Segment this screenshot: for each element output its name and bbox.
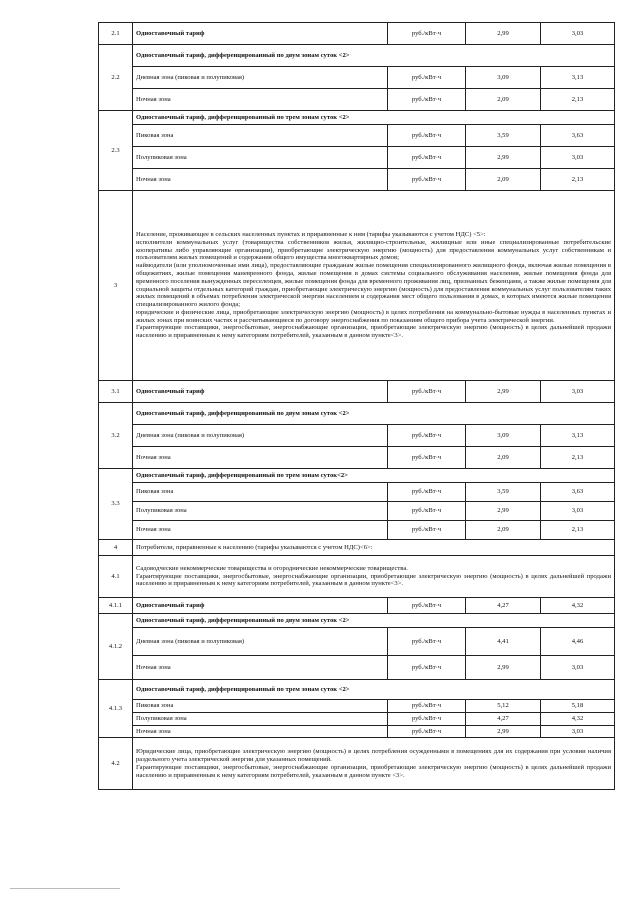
value-period-1: 3,59 [466, 483, 541, 502]
value-period-1: 3,59 [466, 125, 541, 147]
value-period-2: 3,63 [541, 125, 615, 147]
description-paragraph: Население, проживающее в сельских населенных пунктах и приравненные к ним (тарифы указываются с учетом НДС) <5>: [136, 231, 486, 239]
unit-cell: руб./кВт·ч [388, 521, 466, 540]
description-paragraph: Юридические лица, приобретающие электрическую энергию (мощность) в целях потребления осужденными в помещениях для их содержания при условии наличия раздельного учета электрической энергии для указанных помещений. [136, 748, 611, 764]
description-paragraph: Гарантирующие поставщики, энергосбытовые, энергоснабжающие организации, приобретающие электрическую энергию (мощность) в целях дальнейшей продажи населению и приравненным к нему категориям потребителей, указанным в данном пункте<3>. [136, 572, 611, 588]
value-period-1: 2,99 [466, 656, 541, 680]
unit-cell: руб./кВт·ч [388, 656, 466, 680]
zone-name: Ночная зона [133, 89, 388, 111]
tariff-name: Одноставочный тариф [133, 381, 388, 403]
value-period-2: 5,18 [541, 700, 615, 713]
table-row [99, 447, 615, 469]
tariff-name: Одноставочный тариф [133, 598, 388, 614]
unit-cell: руб./кВт·ч [388, 483, 466, 502]
unit-cell: руб./кВт·ч [388, 712, 466, 725]
unit-cell: руб./кВт·ч [388, 628, 466, 656]
zone-name: Пиковая зона [133, 125, 388, 147]
row-number: 4.2 [99, 738, 133, 790]
zone-name: Ночная зона [133, 447, 388, 469]
section-heading: Одноставочный тариф, дифференцированный по трем зонам суток <2> [133, 111, 615, 125]
row-number: 3.1 [99, 381, 133, 403]
unit-cell: руб./кВт·ч [388, 169, 466, 191]
table-row [99, 628, 615, 656]
row-number: 2.2 [99, 45, 133, 111]
description-paragraph: Гарантирующие поставщики, энергосбытовые, энергоснабжающие организации, приобретающие электрическую энергию (мощность) в целях дальнейшей продажи населению и приравненным к нему категориям потребителей, указанным в данном пункте <3>. [136, 763, 611, 779]
zone-name: Ночная зона [133, 725, 388, 738]
value-period-1: 2,99 [466, 381, 541, 403]
value-period-1: 3,09 [466, 425, 541, 447]
table-row [99, 191, 615, 381]
table-row [99, 483, 615, 502]
zone-name: Полупиковая зона [133, 712, 388, 725]
table-row [99, 67, 615, 89]
unit-cell: руб./кВт·ч [388, 67, 466, 89]
value-period-1: 2,99 [466, 502, 541, 521]
table-row [99, 125, 615, 147]
tariff-table [98, 22, 615, 790]
row-number: 4.1.1 [99, 598, 133, 614]
unit-cell: руб./кВт·ч [388, 147, 466, 169]
table-row [99, 45, 615, 67]
zone-name: Дневная зона (пиковая и полупиковая) [133, 425, 388, 447]
table-row [99, 656, 615, 680]
value-period-1: 2,09 [466, 521, 541, 540]
value-period-2: 3,03 [541, 381, 615, 403]
row-number: 4.1.3 [99, 680, 133, 738]
table-row [99, 111, 615, 125]
unit-cell: руб./кВт·ч [388, 700, 466, 713]
value-period-1: 5,12 [466, 700, 541, 713]
value-period-2: 3,13 [541, 425, 615, 447]
description-paragraph: юридические и физические лица, приобретающие электрическую энергию (мощность) в целях потребления на коммунально-бытовые нужды в населенных пунктах и жилых зонах при воинских частях и рассчитывающиеся по договору энергоснабжения по показаниям общего прибора учета электрической энергии. [136, 308, 611, 324]
table-row [99, 700, 615, 713]
unit-cell: руб./кВт·ч [388, 23, 466, 45]
value-period-1: 4,41 [466, 628, 541, 656]
description-paragraph: Садоводческие некоммерческие товарищества и огороднические некоммерческие товарищества. [136, 564, 408, 572]
value-period-1: 2,99 [466, 725, 541, 738]
table-row [99, 725, 615, 738]
table-row [99, 598, 615, 614]
section-heading: Одноставочный тариф, дифференцированный по двум зонам суток <2> [133, 614, 615, 628]
value-period-1: 2,09 [466, 169, 541, 191]
table-row [99, 556, 615, 598]
value-period-2: 3,13 [541, 67, 615, 89]
value-period-2: 3,03 [541, 23, 615, 45]
table-row [99, 712, 615, 725]
table-row [99, 738, 615, 790]
unit-cell: руб./кВт·ч [388, 447, 466, 469]
value-period-1: 4,27 [466, 598, 541, 614]
table-row [99, 680, 615, 700]
zone-name: Пиковая зона [133, 483, 388, 502]
zone-name: Полупиковая зона [133, 502, 388, 521]
tariff-name: Одноставочный тариф [133, 23, 388, 45]
row-number: 3.3 [99, 469, 133, 540]
table-row [99, 89, 615, 111]
table-row [99, 614, 615, 628]
table-row [99, 521, 615, 540]
value-period-1: 2,99 [466, 147, 541, 169]
table-row [99, 403, 615, 425]
description-paragraph: наймодатели (или уполномоченные ими лица), предоставляющие гражданам жилые помещения специализированного жилищного фонда, включая жилые помещения в общежитиях, жилые помещения маневренного фонда, жилые помещения в домах системы социального обслуживания населения, жилые помещения фонда для временного поселения вынужденных переселенцев, жилые помещения фонда для временного проживания лиц, признанных беженцами, а также жилые помещения для социальной защиты отдельных категорий граждан, приобретающие электрическую энергию (мощность) для предоставления коммунальных услуг пользователям таких жилых помещений в объемах потребления электрической энергии населением и содержания мест общего пользования в домах, в которых имеются жилые помещения специализированного жилого фонда; [136, 262, 611, 309]
zone-name: Пиковая зона [133, 700, 388, 713]
section-heading: Одноставочный тариф, дифференцированный по двум зонам суток <2> [133, 45, 615, 67]
value-period-1: 3,09 [466, 67, 541, 89]
unit-cell: руб./кВт·ч [388, 89, 466, 111]
section-heading: Одноставочный тариф, дифференцированный по двум зонам суток <2> [133, 403, 615, 425]
footer-divider [10, 888, 120, 889]
value-period-2: 3,03 [541, 147, 615, 169]
zone-name: Ночная зона [133, 521, 388, 540]
section-heading: Одноставочный тариф, дифференцированный по трем зонам суток <2> [133, 680, 615, 700]
row-number: 4 [99, 540, 133, 556]
unit-cell: руб./кВт·ч [388, 502, 466, 521]
category-description [133, 738, 615, 790]
row-number: 2.1 [99, 23, 133, 45]
value-period-2: 3,03 [541, 656, 615, 680]
value-period-2: 2,13 [541, 447, 615, 469]
row-number: 3.2 [99, 403, 133, 469]
table-row [99, 381, 615, 403]
table-row [99, 147, 615, 169]
unit-cell: руб./кВт·ч [388, 381, 466, 403]
table-row [99, 502, 615, 521]
table-row [99, 23, 615, 45]
row-number: 4.1 [99, 556, 133, 598]
zone-name: Ночная зона [133, 169, 388, 191]
table-row [99, 425, 615, 447]
row-number: 2.3 [99, 111, 133, 191]
zone-name: Ночная зона [133, 656, 388, 680]
unit-cell: руб./кВт·ч [388, 125, 466, 147]
value-period-2: 3,03 [541, 725, 615, 738]
value-period-2: 2,13 [541, 89, 615, 111]
unit-cell: руб./кВт·ч [388, 425, 466, 447]
description-paragraph: исполнители коммунальных услуг (товарищества собственников жилья, жилищно-строительные, жилищные или иные специализированные потребительские кооперативы либо управляющие организации), приобретающие электрическую энергию (мощность) для предоставления коммунальных услуг собственникам и пользователям жилых помещений и содержания общего имущества многоквартирных домов; [136, 238, 611, 262]
unit-cell: руб./кВт·ч [388, 725, 466, 738]
category-description [133, 191, 615, 381]
category-description [133, 556, 615, 598]
row-number: 4.1.2 [99, 614, 133, 680]
zone-name: Полупиковая зона [133, 147, 388, 169]
unit-cell: руб./кВт·ч [388, 598, 466, 614]
value-period-1: 4,27 [466, 712, 541, 725]
value-period-2: 3,63 [541, 483, 615, 502]
value-period-2: 2,13 [541, 521, 615, 540]
zone-name: Дневная зона (пиковая и полупиковая) [133, 67, 388, 89]
description-paragraph: Гарантирующие поставщики, энергосбытовые, энергоснабжающие организации, приобретающие электрическую энергию (мощность) в целях дальнейшей продажи населению и приравненным к нему категориям потребителей, указанным в данном пункте<3>. [136, 324, 611, 340]
value-period-2: 4,46 [541, 628, 615, 656]
value-period-2: 4,32 [541, 598, 615, 614]
value-period-1: 2,09 [466, 447, 541, 469]
value-period-2: 2,13 [541, 169, 615, 191]
section-heading: Одноставочный тариф, дифференцированный по трем зонам суток<2> [133, 469, 615, 483]
table-row [99, 469, 615, 483]
zone-name: Дневная зона (пиковая и полупиковая) [133, 628, 388, 656]
value-period-1: 2,99 [466, 23, 541, 45]
row-number: 3 [99, 191, 133, 381]
value-period-1: 2,09 [466, 89, 541, 111]
table-row [99, 540, 615, 556]
table-row [99, 169, 615, 191]
value-period-2: 4,32 [541, 712, 615, 725]
value-period-2: 3,03 [541, 502, 615, 521]
category-heading: Потребители, приравненные к населению (тарифы указываются с учетом НДС)<6>: [133, 540, 615, 556]
